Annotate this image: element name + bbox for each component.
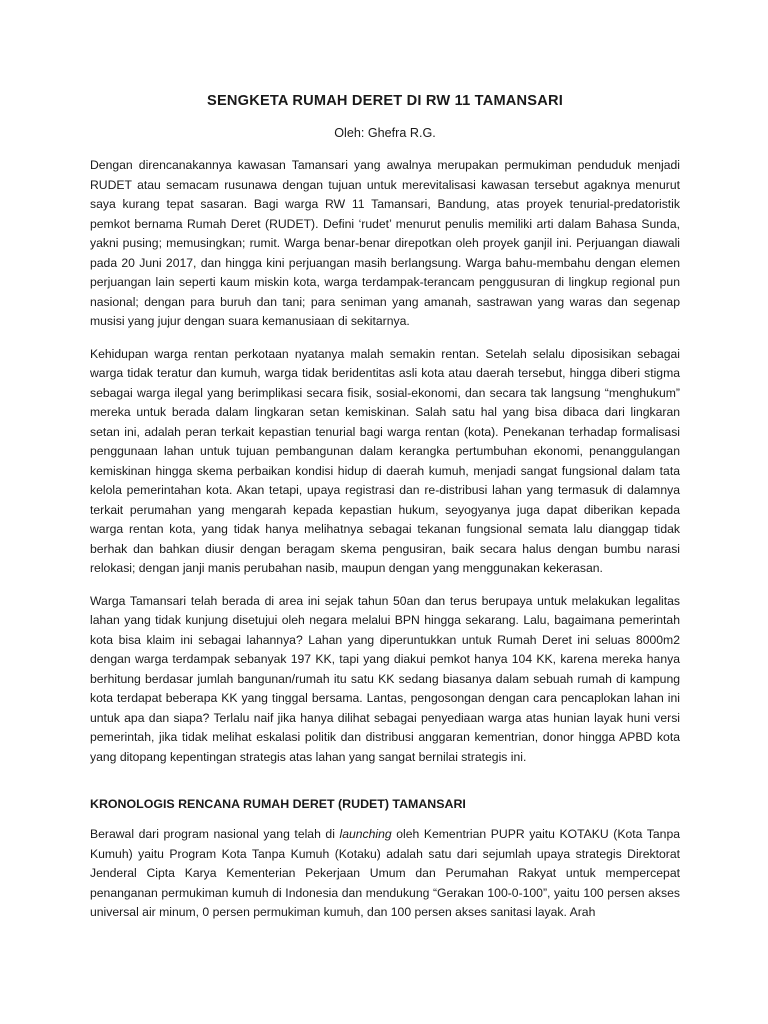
paragraph-chronology <box>90 825 680 923</box>
paragraph-chronology-start: Berawal dari program nasional yang telah di <box>90 827 340 841</box>
paragraph-chronology-rest: oleh Kementrian PUPR yaitu KOTAKU (Kota Tanpa Kumuh) yaitu Program Kota Tanpa Kumuh (Kotaku) adalah satu dari sejumlah upaya strategis Direktorat Jenderal Cipta Karya Kementerian Pekerjaan Umum dan Perumahan Rakyat untuk mempercepat penanganan permukiman kumuh di Indonesia dan mendukung “Gerakan 100-0-100”, yaitu 100 persen akses universal air minum, 0 persen permukiman kumuh, dan 100 persen akses sanitasi layak. Arah <box>90 827 680 919</box>
paragraph-land-history: Warga Tamansari telah berada di area ini sejak tahun 50an dan terus berupaya untuk melakukan legalitas lahan yang tidak kunjung disetujui oleh negara melalui BPN hingga sekarang. Lalu, bagaimana pemerintah kota bisa klaim ini sebagai lahannya? Lahan yang diperuntukkan untuk Rumah Deret ini seluas 8000m2 dengan warga terdampak sebanyak 197 KK, tapi yang diakui pemkot hanya 104 KK, karena mereka hanya berhitung berdasar jumlah bangunan/rumah itu satu KK sedang biasanya dalam sebuah rumah di kampung kota terdapat beberapa KK yang tinggal bersama. Lantas, pengosongan dengan cara pencaplokan lahan ini untuk apa dan siapa? Terlalu naif jika hanya dilihat sebagai penyediaan warga atas hunian layak huni versi pemerintah, jika tidak melihat eskalasi politik dan distribusi anggaran kementrian, donor hingga APBD kota yang ditopang kepentingan strategis atas lahan yang sangat bernilai strategis ini. <box>90 593 680 764</box>
paragraph-chronology-italic: launching <box>339 827 392 841</box>
document-author: Oleh: Ghefra R.G. <box>334 126 436 140</box>
document-page <box>90 92 680 936</box>
paragraph-vulnerability: Kehidupan warga rentan perkotaan nyatanya malah semakin rentan. Setelah selalu diposisikan sebagai warga tidak teratur dan kumuh, warga tidak beridentitas asli kota atau daerah tersebut, hingga diberi stigma sebagai warga ilegal yang berimplikasi secara fisik, sosial-ekonomi, dan secara tak langsung “menghukum” mereka untuk berada dalam lingkaran setan kemiskinan. Salah satu hal yang bisa dibaca dari lingkaran setan ini, adalah peran terkait kepastian tenurial bagi warga rentan (kota). Penekanan terhadap formalisasi penggunaan lahan untuk tujuan pembangunan dalam kerangka pertumbuhan ekonomi, penanggulangan kemiskinan hingga skema perbaikan kondisi hidup di daerah kumuh, menjadi sangat fungsional dalam tata kelola pemerintahan kota. Akan tetapi, upaya registrasi dan re-distribusi lahan yang termasuk di dalamnya terkait perumahan yang mengarah kepada kepastian hukum, seyogyanya juga dapat diberikan kepada warga rentan kota, yang tidak hanya melihatnya sebagai tekanan fungsional semata lalu dianggap tidak berhak dan bahkan diusir dengan beragam skema pengusiran, baik secara halus dengan bumbu narasi relokasi; dengan janji manis perubahan nasib, maupun dengan yang menggunakan kekerasan. <box>90 346 680 575</box>
document-title: SENGKETA RUMAH DERET DI RW 11 TAMANSARI <box>207 93 563 109</box>
section-heading-chronology: KRONOLOGIS RENCANA RUMAH DERET (RUDET) TAMANSARI <box>90 797 466 811</box>
paragraph-intro: Dengan direncanakannya kawasan Tamansari yang awalnya merupakan permukiman penduduk menjadi RUDET atau semacam rusunawa dengan tujuan untuk merevitalisasi kawasan tersebut agaknya menurut saya kurang tepat sasaran. Bagi warga RW 11 Tamansari, Bandung, atas proyek tenurial-predatoristik pemkot bernama Rumah Deret (RUDET). Defini ‘rudet’ menurut penulis memiliki arti dalam Bahasa Sunda, yakni pusing; memusingkan; rumit. Warga benar-benar direpotkan oleh proyek ganjil ini. Perjuangan diawali pada 20 Juni 2017, dan hingga kini perjuangan masih berlangsung. Warga bahu-membahu dengan elemen perjuangan lain seperti kaum miskin kota, warga terdampak-terancam penggusuran di lingkup regional pun nasional; dengan para buruh dan tani; para seniman yang amanah, sastrawan yang waras dan segenap musisi yang jujur dengan suara kemanusiaan di sekitarnya. <box>90 158 680 328</box>
